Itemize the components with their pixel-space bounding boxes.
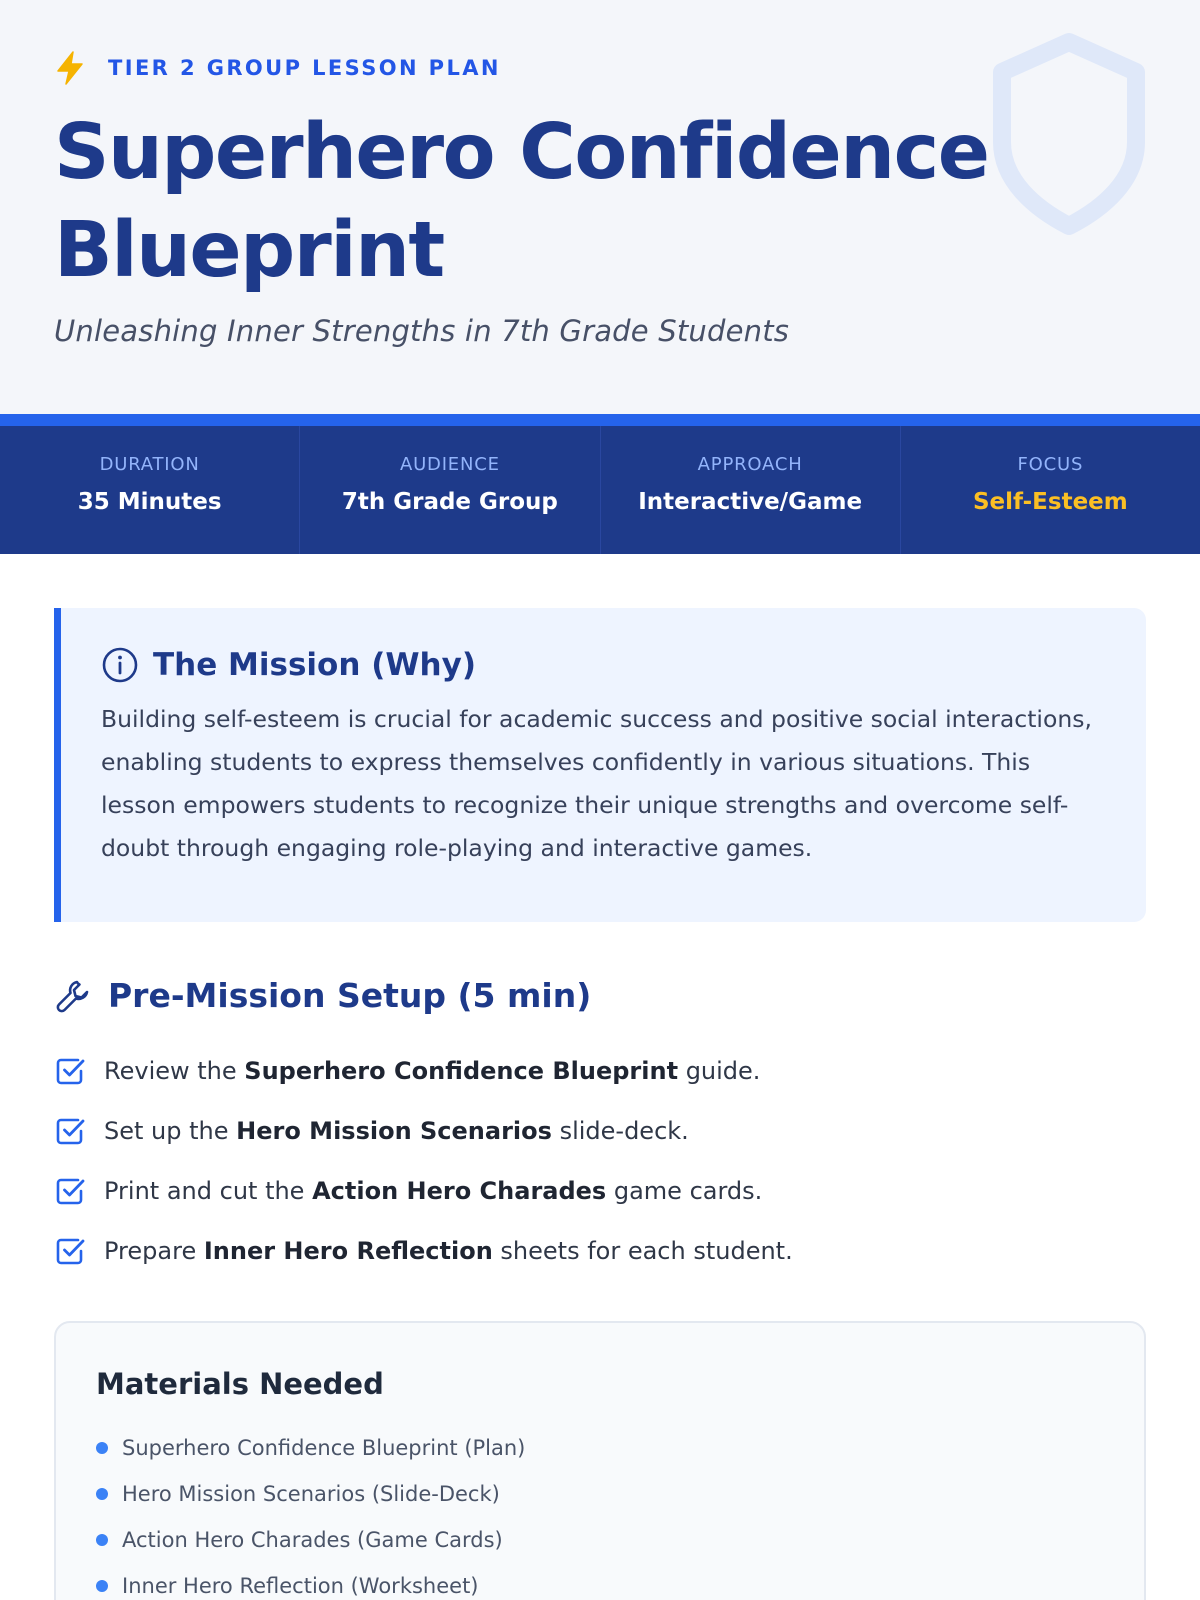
checklist-text: Review the Superhero Confidence Blueprint guide.: [104, 1057, 761, 1085]
page-header: [0, 0, 1200, 414]
page-subtitle: Unleashing Inner Strengths in 7th Grade Students: [54, 314, 790, 348]
eyebrow-label: TIER 2 GROUP LESSON PLAN: [108, 56, 501, 80]
setup-title: Pre-Mission Setup (5 min): [108, 976, 592, 1015]
stat-approach: [601, 426, 901, 554]
stat-label: FOCUS: [1017, 454, 1084, 475]
mission-heading: [101, 646, 1100, 684]
mission-title: The Mission (Why): [153, 647, 477, 683]
checklist-item: [54, 1101, 1146, 1161]
checklist-item: [54, 1041, 1146, 1101]
materials-list: [96, 1425, 1104, 1600]
stat-label: AUDIENCE: [399, 454, 500, 475]
lightning-bolt-icon: [54, 50, 86, 86]
info-icon: [101, 646, 139, 684]
page-title: Superhero Confidence Blueprint: [54, 108, 989, 295]
checkbox-checked-icon: [54, 1235, 86, 1267]
stat-value: Interactive/Game: [638, 489, 863, 515]
checkbox-checked-icon: [54, 1175, 86, 1207]
pre-mission-setup: [54, 976, 1146, 1281]
material-label: Action Hero Charades (Game Cards): [122, 1528, 503, 1552]
checklist-item: [54, 1161, 1146, 1221]
checkbox-checked-icon: [54, 1115, 86, 1147]
stat-audience: [300, 426, 600, 554]
materials-title: Materials Needed: [96, 1367, 384, 1401]
list-item: [96, 1471, 1104, 1517]
lesson-stats-bar: [0, 414, 1200, 554]
mission-body: Building self-esteem is crucial for academic success and positive social interactions, enabling students to express themselves confidently in various situations. This lesson empowers students to recognize their unique strengths and overcome self-doubt through engaging role-playing and interactive games.: [101, 705, 1092, 862]
material-label: Hero Mission Scenarios (Slide-Deck): [122, 1482, 500, 1506]
list-item: [96, 1425, 1104, 1471]
setup-checklist: [54, 1041, 1146, 1281]
checklist-text: Prepare Inner Hero Reflection sheets for each student.: [104, 1237, 793, 1265]
material-label: Superhero Confidence Blueprint (Plan): [122, 1436, 526, 1460]
stat-value: 7th Grade Group: [341, 489, 558, 515]
bullet-dot: [96, 1534, 108, 1546]
mission-callout: [54, 608, 1146, 922]
wrench-icon: [54, 977, 92, 1015]
stat-focus: [901, 426, 1200, 554]
materials-card: [54, 1321, 1146, 1600]
bullet-dot: [96, 1442, 108, 1454]
bullet-dot: [96, 1580, 108, 1592]
checkbox-checked-icon: [54, 1055, 86, 1087]
stat-duration: [0, 426, 300, 554]
stat-label: DURATION: [99, 454, 200, 475]
setup-heading: [54, 976, 1146, 1015]
checklist-text: Set up the Hero Mission Scenarios slide-deck.: [104, 1117, 689, 1145]
material-label: Inner Hero Reflection (Worksheet): [122, 1574, 479, 1598]
stat-value: Self-Esteem: [972, 489, 1128, 515]
lesson-content: [0, 554, 1200, 1600]
stat-label: APPROACH: [697, 454, 803, 475]
checklist-text: Print and cut the Action Hero Charades game cards.: [104, 1177, 763, 1205]
stat-value: 35 Minutes: [77, 489, 222, 515]
list-item: [96, 1517, 1104, 1563]
bullet-dot: [96, 1488, 108, 1500]
checklist-item: [54, 1221, 1146, 1281]
eyebrow: [54, 48, 1146, 88]
list-item: [96, 1563, 1104, 1600]
